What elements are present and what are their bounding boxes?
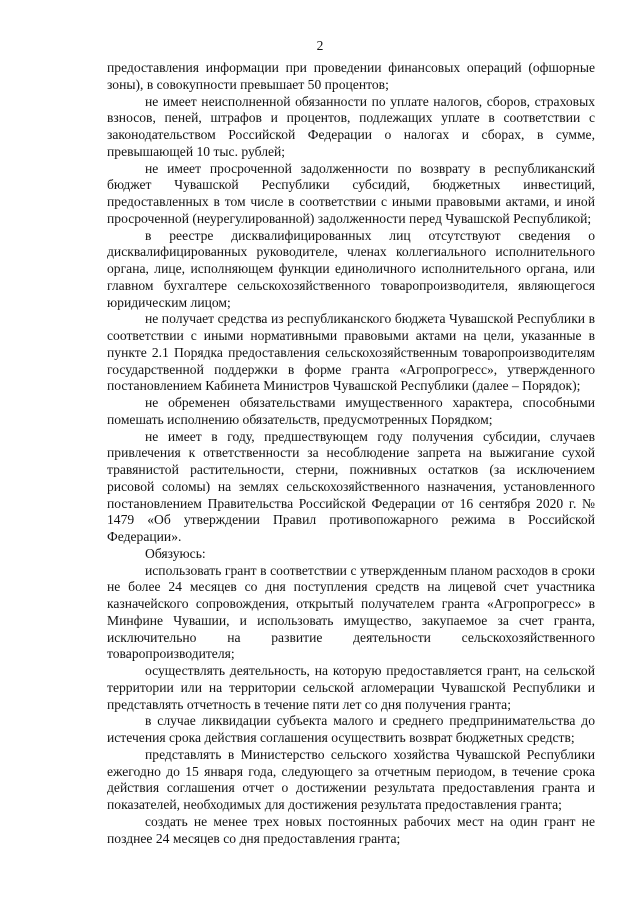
paragraph-annual-report: представлять в Министерство сельского хозяйства Чувашской Республики ежегодно до 15 января года, следующего за отчетным периодом, в течение срока действия соглашения отчет о достижении результата предоставления гранта и показателей, необходимых для достижения результата предоставления гранта; xyxy=(107,746,595,812)
paragraph-offshore-continuation: предоставления информации при проведении финансовых операций (офшорные зоны), в совокупности превышает 50 процентов; xyxy=(107,60,595,92)
page-number: 2 xyxy=(316,38,324,53)
paragraph-use-grant: использовать грант в соответствии с утвержденным планом расходов в сроки не более 24 месяцев со дня поступления средств на лицевой счет участника казначейского сопровождения, открытый получателем гранта «Агропрогресс» в Минфине Чувашии, и использовать имущество, закупаемое за счет гранта, исключительно на развитие деятельности сельскохозяйственного товаропроизводителя; xyxy=(107,562,595,662)
paragraph-disqualified-registry: в реестре дисквалифицированных лиц отсутствуют сведения о дисквалифицированных руководителе, членах коллегиального исполнительного органа, лице, исполняющем функции единоличного исполнительного органа, или главном бухгалтере сельскохозяйственного товаропроизводителя, являющегося юридическим лицом; xyxy=(107,227,595,310)
paragraph-no-tax-debt: не имеет неисполненной обязанности по уплате налогов, сборов, страховых взносов, пеней, штрафов и процентов, подлежащих уплате в соответствии с законодательством Российской Федерации о налогах и сборах, в сумме, превышающей 10 тыс. рублей; xyxy=(107,93,595,159)
paragraph-liquidation-return: в случае ликвидации субъекта малого и среднего предпринимательства до истечения срока действия соглашения осуществить возврат бюджетных средств; xyxy=(107,713,595,745)
paragraph-rural-activity: осуществлять деятельность, на которую предоставляется грант, на сельской территории или на территории сельской агломерации Чувашской Республики и представлять отчетность в течение пяти лет со дня получения гранта; xyxy=(107,663,595,712)
paragraph-create-jobs: создать не менее трех новых постоянных рабочих мест на один грант не позднее 24 месяцев со дня предоставления гранта; xyxy=(107,813,595,846)
paragraph-obligations-heading: Обязуюсь: xyxy=(145,545,206,561)
document-body xyxy=(107,60,595,847)
paragraph-no-overdue-debt: не имеет просроченной задолженности по возврату в республиканский бюджет Чувашской Республики субсидий, бюджетных инвестиций, предоставленных в том числе в соответствии с иными правовыми актами, и иной просроченной (неурегулированной) задолженности перед Чувашской Республикой; xyxy=(107,160,595,226)
paragraph-no-burning-violations: не имеет в году, предшествующем году получения субсидии, случаев привлечения к ответственности за несоблюдение запрета на выжигание сухой травянистой растительности, стерни, пожнивных остатков (за исключением рисовой соломы) на землях сельскохозяйственного назначения, установленного постановлением Правительства Российской Федерации от 16 сентября 2020 г. № 1479 «Об утверждении Правил противопожарного режима в Российской Федерации». xyxy=(107,428,595,544)
paragraph-no-encumbrance: не обременен обязательствами имущественного характера, способными помешать исполнению обязательств, предусмотренных Порядком; xyxy=(107,395,595,427)
paragraph-no-other-budget-funds: не получает средства из республиканского бюджета Чувашской Республики в соответствии с иными нормативными правовыми актами на цели, указанные в пункте 2.1 Порядка предоставления сельскохозяйственным товаропроизводителям государственной поддержки в форме гранта «Агропрогресс», утвержденного постановлением Кабинета Министров Чувашской Республики (далее – Порядок); xyxy=(107,311,595,394)
